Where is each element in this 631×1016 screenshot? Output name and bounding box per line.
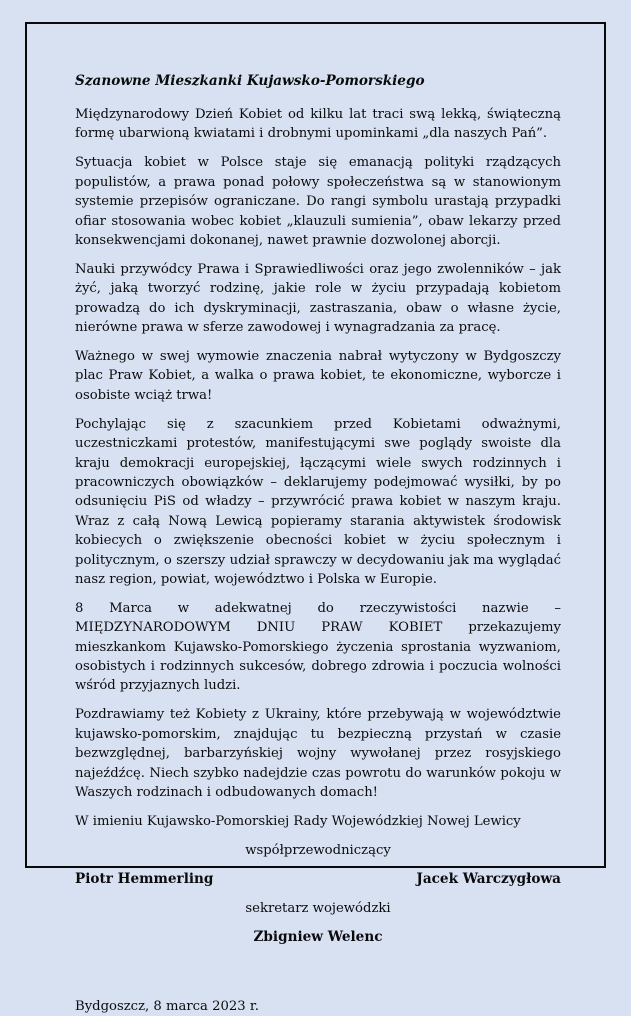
cochair-names-row [75, 870, 561, 889]
letter-content [75, 72, 561, 1016]
paragraph-situation: Sytuacja kobiet w Polsce staje się emanacją polityki rządzących populistów, a prawa ponad połowy społeczeństwa są w stanowionym systemie przepisów ograniczane. Do rangi symbolu urastają przypadki ofiar stosowania wobec kobiet „klauzuli sumienia”, obaw lekarzy przed konsekwencjami dokonanej, nawet prawnie dozwolonej aborcji. [75, 155, 561, 248]
dateline: Bydgoszcz, 8 marca 2023 r. [75, 998, 259, 1014]
cochair-role-label: współprzewodniczący [245, 842, 391, 858]
paragraph-intro: Międzynarodowy Dzień Kobiet od kilku lat traci swą lekką, świąteczną formę ubarwioną kwiatami i drobnymi upominkami „dla naszych Pań”. [75, 107, 561, 142]
paragraph-on-behalf: W imieniu Kujawsko-Pomorskiej Rady Wojewódzkiej Nowej Lewicy [75, 813, 521, 829]
signature-zbigniew-welenc: Zbigniew Welenc [253, 928, 383, 945]
paragraph-criticism: Nauki przywódcy Prawa i Sprawiedliwości oraz jego zwolenników – jak żyć, jaką tworzyć rodzinę, jakie role w życiu przypadają kobietom prowadzą do ich dyskryminacji, zastraszania, obaw o własne życie, nierówne prawa w sferze zawodowej i wynagradzania za pracę. [75, 261, 561, 336]
salutation: Szanowne Mieszkanki Kujawsko-Pomorskiego [75, 73, 425, 89]
paragraph-wishes: 8 Marca w adekwatnej do rzeczywistości nazwie – MIĘDZYNARODOWYM DNIU PRAW KOBIET przekazujemy mieszkankom Kujawsko-Pomorskiego życzenia sprostania wyzwaniom, osobistych i rodzinnych sukcesów, dobrego zdrowia i poczucia wolności wśród przyjaznych ludzi. [75, 600, 561, 694]
signature-piotr-hemmerling: Piotr Hemmerling [75, 870, 214, 887]
secretary-role-label: sekretarz wojewódzki [245, 900, 391, 916]
paragraph-declaration: Pochylając się z szacunkiem przed Kobietami odważnymi, uczestniczkami protestów, manifestującymi swe poglądy swoiste dla kraju demokracji europejskiej, łączącymi wiele swych rodzinnych i pracowniczych obowiązków – deklarujemy podejmować wysiłki, by po odsunięciu PiS od władzy – przywrócić prawa kobiet w naszym kraju. Wraz z całą Nową Lewicą popieramy starania aktywistek środowisk kobiecych o zwiększenie obecności kobiet w życiu społecznym i politycznym, o szerszy udział sprawczy w decydowaniu jak ma wyglądać nasz region, powiat, województwo i Polska w Europie. [75, 416, 561, 587]
signature-jacek-warczyglowa: Jacek Warczygłowa [416, 870, 561, 887]
paragraph-ukraine: Pozdrawiamy też Kobiety z Ukrainy, które przebywają w województwie kujawsko-pomorskim, znajdując tu bezpieczną przystań w czasie bezwzględnej, barbarzyńskiej wojny wywołanej przez rosyjskiego najeźdźcę. Niech szybko nadejdzie czas powrotu do warunków pokoju w Waszych rodzinach i odbudowanych domach! [75, 707, 561, 800]
paragraph-plac-praw-kobiet: Ważnego w swej wymowie znaczenia nabrał wytyczony w Bydgoszczy plac Praw Kobiet, a walka o prawa kobiet, te ekonomiczne, wyborcze i osobiste wciąż trwa! [75, 348, 561, 403]
